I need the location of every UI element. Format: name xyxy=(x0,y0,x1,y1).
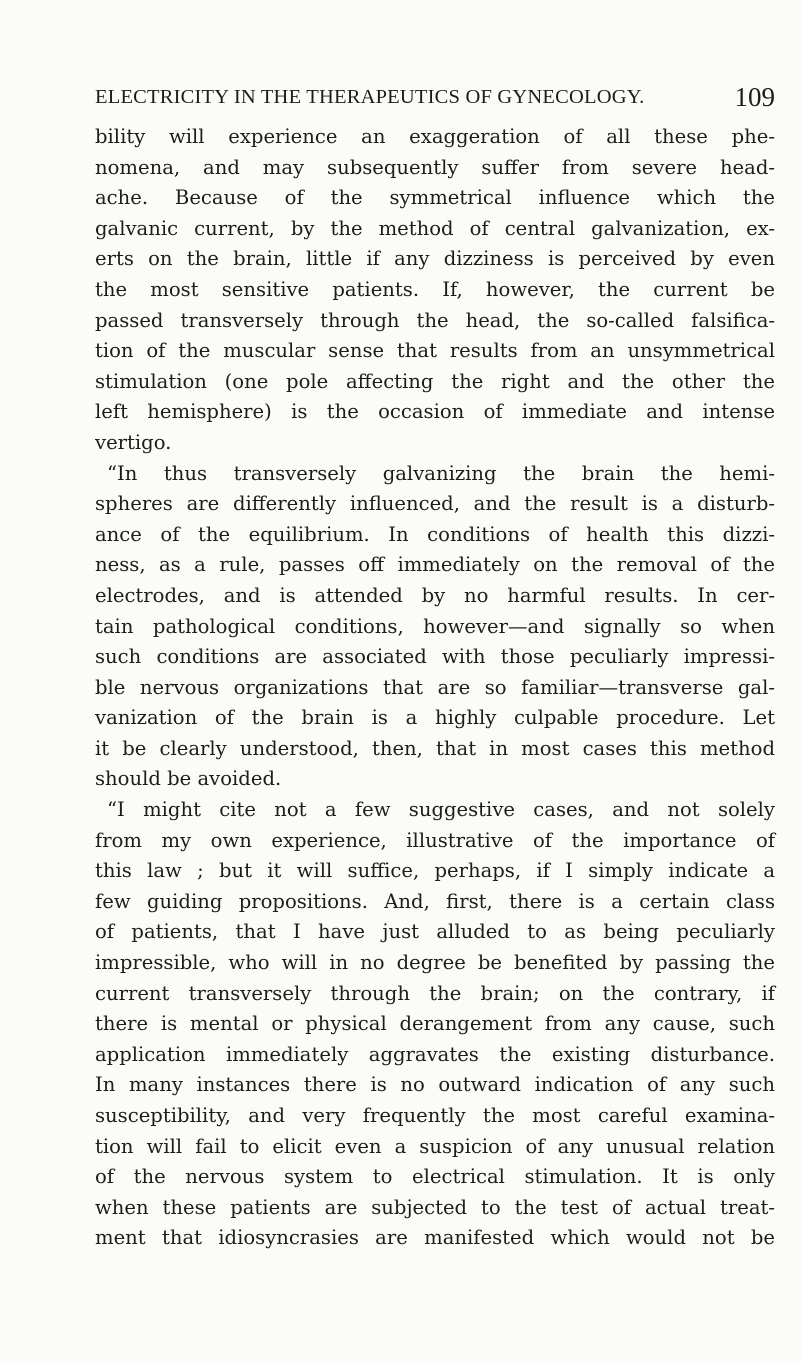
text-line: ness, as a rule, passes off immediately on the removal of the xyxy=(95,553,775,577)
text-line: stimulation (one pole affecting the right and the other the xyxy=(95,369,775,393)
text-line: vertigo. xyxy=(95,430,172,454)
text-line: “In thus transversely galvanizing the brain the hemi- xyxy=(107,461,775,485)
text-line: ance of the equilibrium. In conditions of health this dizzi- xyxy=(95,522,775,546)
text-line: In many instances there is no outward indication of any such xyxy=(95,1073,775,1097)
text-line: ble nervous organizations that are so familiar—transverse gal- xyxy=(95,675,775,699)
text-line: should be avoided. xyxy=(95,767,282,791)
body-text xyxy=(95,122,775,1254)
text-line: impressible, who will in no degree be benefited by passing the xyxy=(95,951,775,975)
text-line: the most sensitive patients. If, however, the current be xyxy=(95,277,775,301)
text-line: of the nervous system to electrical stimulation. It is only xyxy=(95,1165,775,1189)
text-line: susceptibility, and very frequently the most careful examina- xyxy=(95,1104,775,1127)
text-line: bility will experience an exaggeration of all these phe- xyxy=(95,125,775,148)
text-line: passed transversely through the head, the so-called falsifica- xyxy=(95,308,775,332)
text-line: galvanic current, by the method of central galvanization, ex- xyxy=(95,216,775,240)
text-line: it be clearly understood, then, that in most cases this method xyxy=(95,736,775,760)
text-line: tain pathological conditions, however—and signally so when xyxy=(95,614,775,638)
running-head xyxy=(95,82,775,118)
text-line: current transversely through the brain; on the contrary, if xyxy=(95,981,775,1005)
text-line: spheres are differently influenced, and the result is a disturb- xyxy=(95,492,775,516)
text-line: left hemisphere) is the occasion of immediate and intense xyxy=(95,400,775,424)
text-line: ache. Because of the symmetrical influence which the xyxy=(95,186,775,210)
text-line: such conditions are associated with those peculiarly impressi- xyxy=(95,645,775,669)
text-line: erts on the brain, little if any dizziness is perceived by even xyxy=(95,247,775,271)
text-line: vanization of the brain is a highly culpable procedure. Let xyxy=(95,706,775,730)
page-number: 109 xyxy=(734,82,775,112)
text-line: of patients, that I have just alluded to as being peculiarly xyxy=(95,920,775,944)
text-line: few guiding propositions. And, first, there is a certain class xyxy=(95,889,775,913)
text-line: nomena, and may subsequently suffer from severe head- xyxy=(95,155,775,179)
text-line: when these patients are subjected to the test of actual treat- xyxy=(95,1195,775,1219)
text-line: “I might cite not a few suggestive cases, and not solely xyxy=(107,798,775,822)
text-line: electrodes, and is attended by no harmful results. In cer- xyxy=(95,583,775,607)
text-line: application immediately aggravates the existing disturbance. xyxy=(95,1042,775,1066)
text-line: ment that idiosyncrasies are manifested which would not be xyxy=(95,1226,775,1250)
text-line: there is mental or physical derangement from any cause, such xyxy=(95,1012,775,1036)
running-title: ELECTRICITY IN THE THERAPEUTICS OF GYNECOLOGY. xyxy=(95,86,645,108)
text-line: tion will fail to elicit even a suspicion of any unusual relation xyxy=(95,1134,775,1158)
text-line: tion of the muscular sense that results from an unsymmetrical xyxy=(95,339,775,363)
text-line: from my own experience, illustrative of the importance of xyxy=(95,828,775,852)
text-line: this law ; but it will suffice, perhaps, if I simply indicate a xyxy=(95,859,775,883)
